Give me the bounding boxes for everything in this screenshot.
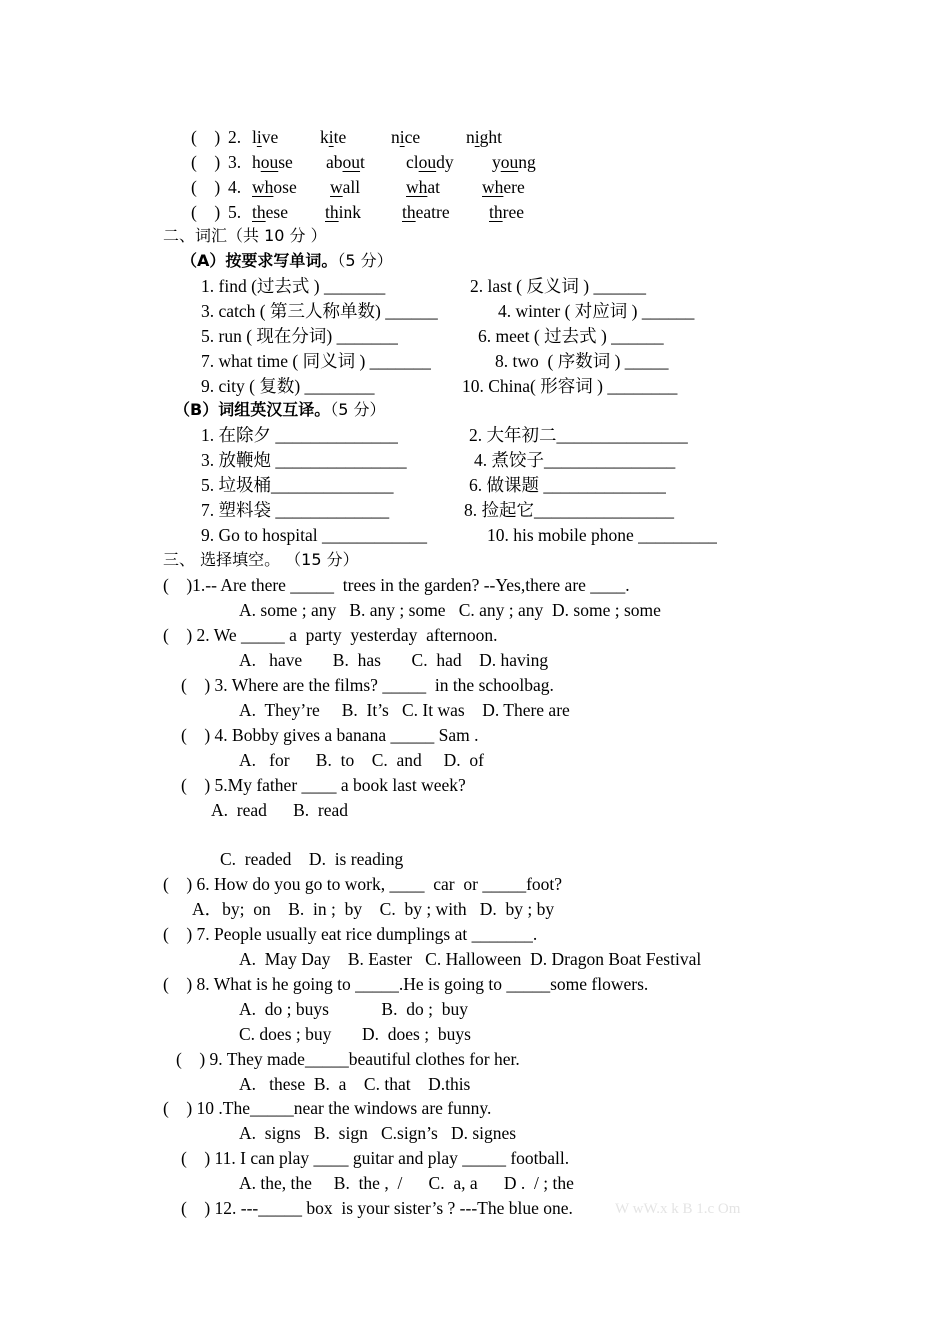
word-part: h	[252, 152, 261, 172]
question-number: 5.	[228, 202, 242, 222]
vocab-item: 1. find (过去式 ) _______	[201, 276, 386, 296]
word-part: cl	[406, 152, 419, 172]
answer-options: C. readed D. is reading	[220, 849, 404, 869]
phonics-word	[489, 201, 524, 223]
word-part: dy	[436, 152, 454, 172]
answer-options: A. They’re B. It’s C. It was D. There are	[239, 700, 570, 720]
underlined-letters: w	[330, 177, 343, 197]
word-part: at	[427, 177, 441, 197]
word-part: ree	[502, 202, 524, 222]
underlined-letters: ou	[500, 152, 519, 172]
phonics-word	[391, 126, 420, 148]
word-part: n	[391, 127, 400, 147]
vocab-item: 9. city ( 复数) ________	[201, 376, 375, 396]
question-line: ( ) 6. How do you go to work, ____ car or _____foot?	[163, 874, 563, 894]
answer-options: A. May Day B. Easter C. Halloween D. Dragon Boat Festival	[239, 949, 702, 969]
part-b-heading	[174, 399, 385, 421]
underlined-letters: i	[399, 127, 405, 147]
question-line: ( ) 8. What is he going to _____.He is going to _____some flowers.	[163, 974, 649, 994]
word-part: ve	[261, 127, 279, 147]
question-number: 3.	[228, 152, 242, 172]
underlined-letters: wh	[406, 177, 428, 197]
phrase-item: 2. 大年初二_______________	[469, 425, 688, 445]
answer-options: A. read B. read	[211, 800, 349, 820]
part-a-heading	[181, 250, 393, 272]
vocab-item: 3. catch ( 第三人称单数) ______	[201, 301, 438, 321]
underlined-letters: th	[325, 202, 339, 222]
underlined-letters: ou	[260, 152, 279, 172]
word-part: ese	[265, 202, 288, 222]
question-line: ( ) 5.My father ____ a book last week?	[181, 775, 466, 795]
section-3-title: 三、 选择填空。 （15 分）	[163, 550, 359, 569]
phonics-word	[406, 151, 454, 173]
part-a-title: （A）按要求写单词。	[181, 251, 338, 270]
phonics-word	[330, 176, 360, 198]
part-b-title: （B）词组英汉互译。	[174, 400, 331, 419]
answer-options: A. for B. to C. and D. of	[239, 750, 484, 770]
question-line: ( ) 12. ---_____ box is your sister’s ? ---The blue one.	[181, 1198, 573, 1218]
underlined-letters: i	[256, 127, 262, 147]
question-line: ( ) 9. They made_____beautiful clothes for her.	[176, 1049, 520, 1069]
vocab-item: 5. run ( 现在分词) _______	[201, 326, 398, 346]
phrase-item: 4. 煮饺子_______________	[474, 450, 676, 470]
underlined-letters: wh	[252, 177, 274, 197]
question-line: ( )1.-- Are there _____ trees in the garden? --Yes,there are ____.	[163, 575, 630, 595]
answer-options: A. do ; buys B. do ; buy	[239, 999, 468, 1019]
vocab-item: 6. meet ( 过去式 ) ______	[478, 326, 664, 346]
question-number: 2.	[228, 127, 242, 147]
phonics-word	[252, 126, 278, 148]
phrase-item: 1. 在除夕 ______________	[201, 425, 398, 445]
word-part: ink	[338, 202, 361, 222]
word-part: eatre	[415, 202, 450, 222]
phrase-item: 10. his mobile phone _________	[487, 525, 717, 545]
phonics-word	[325, 201, 361, 223]
question-number: 4.	[228, 177, 242, 197]
word-part: ng	[518, 152, 536, 172]
vocab-item: 8. two ( 序数词 ) _____	[495, 351, 669, 371]
question-line: ( ) 7. People usually eat rice dumplings at _______.	[163, 924, 538, 944]
word-part: y	[492, 152, 501, 172]
word-part: ose	[273, 177, 297, 197]
phrase-item: 9. Go to hospital ____________	[201, 525, 428, 545]
phonics-word	[326, 151, 365, 173]
underlined-letters: ou	[342, 152, 361, 172]
word-part: ere	[503, 177, 525, 197]
phrase-item: 5. 垃圾桶______________	[201, 475, 394, 495]
vocab-item: 7. what time ( 同义词 ) _______	[201, 351, 431, 371]
answer-options: A. signs B. sign C.sign’s D. signes	[239, 1123, 517, 1143]
word-part: l	[252, 127, 257, 147]
vocab-item: 4. winter ( 对应词 ) ______	[498, 301, 695, 321]
section-2-title: 二、词汇（共 10 分 ）	[163, 226, 327, 245]
word-part: k	[320, 127, 329, 147]
phonics-word	[252, 176, 297, 198]
phonics-word	[402, 201, 450, 223]
answer-paren: ( )	[191, 127, 221, 147]
word-part: ab	[326, 152, 343, 172]
part-a-score: （5 分）	[337, 251, 393, 270]
phonics-word	[252, 151, 293, 173]
answer-options: A. some ; any B. any ; some C. any ; any D. some ; some	[239, 600, 661, 620]
question-line: ( ) 11. I can play ____ guitar and play _____ football.	[181, 1148, 570, 1168]
answer-options: A. have B. has C. had D. having	[239, 650, 549, 670]
word-part: all	[342, 177, 361, 197]
word-part: ght	[479, 127, 502, 147]
answer-options: A．by; on B. in ; by C. by ; with D. by ; by	[192, 899, 555, 919]
vocab-item: 2. last ( 反义词 ) ______	[470, 276, 646, 296]
question-line: ( ) 2. We _____ a party yesterday afternoon.	[163, 625, 498, 645]
underlined-letters: wh	[482, 177, 504, 197]
answer-paren: ( )	[191, 202, 221, 222]
phonics-word	[252, 201, 288, 223]
underlined-letters: i	[474, 127, 480, 147]
question-line: ( ) 3. Where are the films? _____ in the schoolbag.	[181, 675, 554, 695]
answer-options: C. does ; buy D. does ; buys	[239, 1024, 471, 1044]
phrase-item: 7. 塑料袋 _____________	[201, 500, 390, 520]
phonics-word	[492, 151, 536, 173]
word-part: t	[360, 152, 365, 172]
phrase-item: 8. 捡起它________________	[464, 500, 674, 520]
answer-options: A. these B. a C. that D.this	[239, 1074, 471, 1094]
answer-paren: ( )	[191, 177, 221, 197]
phonics-word	[406, 176, 440, 198]
underlined-letters: ou	[418, 152, 437, 172]
question-line: ( ) 4. Bobby gives a banana _____ Sam .	[181, 725, 479, 745]
phonics-word	[320, 126, 346, 148]
part-b-score: （5 分）	[330, 400, 386, 419]
word-part: n	[466, 127, 475, 147]
word-part: te	[333, 127, 347, 147]
vocab-item: 10. China( 形容词 ) ________	[462, 376, 678, 396]
phrase-item: 3. 放鞭炮 _______________	[201, 450, 407, 470]
underlined-letters: th	[402, 202, 416, 222]
underlined-letters: th	[489, 202, 503, 222]
word-part: se	[278, 152, 293, 172]
phonics-word	[482, 176, 525, 198]
underlined-letters: i	[328, 127, 334, 147]
underlined-letters: th	[252, 202, 266, 222]
phrase-item: 6. 做课题 ______________	[469, 475, 666, 495]
answer-paren: ( )	[191, 152, 221, 172]
answer-options: A. the, the B. the , / C. a, a D . / ; the	[239, 1173, 574, 1193]
question-line: ( ) 10 .The_____near the windows are funny.	[163, 1098, 492, 1118]
watermark: W wW.x k B 1.c Om	[615, 1201, 741, 1217]
phonics-word	[466, 126, 502, 148]
word-part: ce	[404, 127, 421, 147]
